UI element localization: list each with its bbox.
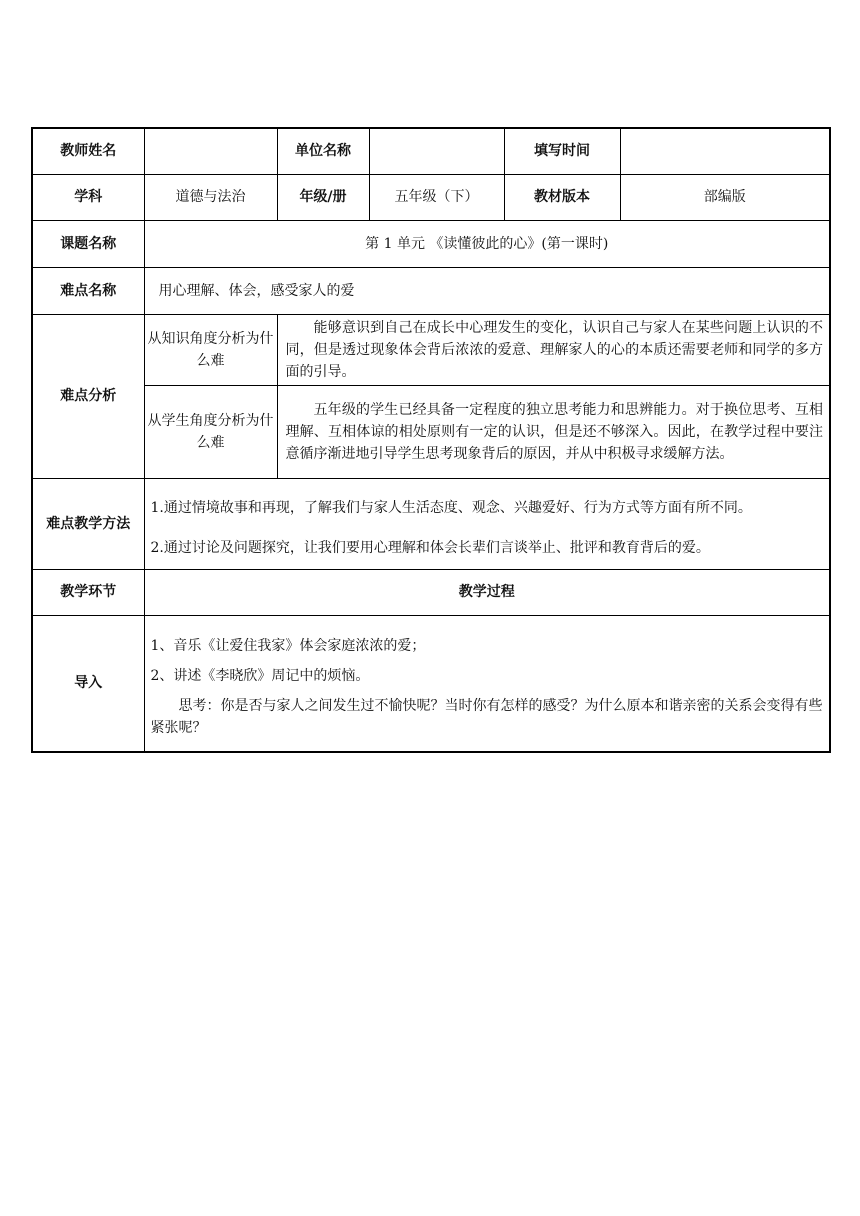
lesson-title-value: 第 1 单元 《读懂彼此的心》(第一课时)	[144, 220, 830, 267]
teaching-methods-cell	[144, 478, 830, 569]
intro-stage-label: 导入	[32, 615, 144, 752]
subject-value: 道德与法治	[144, 174, 277, 220]
edition-value: 部编版	[620, 174, 830, 220]
analysis-student-row	[32, 385, 830, 478]
method-item-1: 1.通过情境故事和再现，了解我们与家人生活态度、观念、兴趣爱好、行为方式等方面有所不同。	[150, 499, 752, 516]
grade-label: 年级/册	[277, 174, 369, 220]
analysis-knowledge-row	[32, 314, 830, 385]
unit-name-value	[369, 128, 504, 174]
lesson-plan-table	[31, 127, 831, 753]
intro-item-2: 2、讲述《李晓欣》周记中的烦恼。	[150, 668, 370, 685]
method-item-2: 2.通过讨论及问题探究，让我们要用心理解和体会长辈们言谈举止、批评和教育背后的爱。	[150, 539, 710, 556]
fill-date-value	[620, 128, 830, 174]
teaching-stage-label: 教学环节	[32, 569, 144, 615]
student-angle-label: 从学生角度分析为什么难	[144, 385, 277, 478]
teacher-info-row	[32, 128, 830, 174]
fill-date-label: 填写时间	[504, 128, 620, 174]
lesson-title-row	[32, 220, 830, 267]
teacher-name-label: 教师姓名	[32, 128, 144, 174]
teacher-name-value	[144, 128, 277, 174]
process-header-row	[32, 569, 830, 615]
teaching-process-label: 教学过程	[144, 569, 830, 615]
difficulty-value: 用心理解、体会，感受家人的爱	[144, 267, 830, 314]
edition-label: 教材版本	[504, 174, 620, 220]
intro-row	[32, 615, 830, 752]
unit-name-label: 单位名称	[277, 128, 369, 174]
knowledge-angle-text: 能够意识到自己在成长中心理发生的变化，认识自己与家人在某些问题上认识的不同，但是透过现象体会背后浓浓的爱意、理解家人的心的本质还需要老师和同学的多方面的引导。	[277, 314, 830, 385]
difficulty-row	[32, 267, 830, 314]
intro-item-1: 1、音乐《让爱住我家》体会家庭浓浓的爱；	[150, 638, 426, 655]
subject-label: 学科	[32, 174, 144, 220]
intro-think-question: 思考：你是否与家人之间发生过不愉快呢？当时你有怎样的感受？为什么原本和谐亲密的关系会变得有些紧张呢？	[150, 698, 823, 737]
methods-row	[32, 478, 830, 569]
difficulty-label: 难点名称	[32, 267, 144, 314]
grade-value: 五年级（下）	[369, 174, 504, 220]
lesson-title-label: 课题名称	[32, 220, 144, 267]
subject-info-row	[32, 174, 830, 220]
teaching-methods-label: 难点教学方法	[32, 478, 144, 569]
intro-content-cell	[144, 615, 830, 752]
student-angle-text: 五年级的学生已经具备一定程度的独立思考能力和思辨能力。对于换位思考、互相理解、互相体谅的相处原则有一定的认识，但是还不够深入。因此，在教学过程中要注意循序渐进地引导学生思考现象背后的原因，并从中积极寻求缓解方法。	[277, 385, 830, 478]
difficulty-analysis-label: 难点分析	[32, 314, 144, 478]
knowledge-angle-label: 从知识角度分析为什么难	[144, 314, 277, 385]
